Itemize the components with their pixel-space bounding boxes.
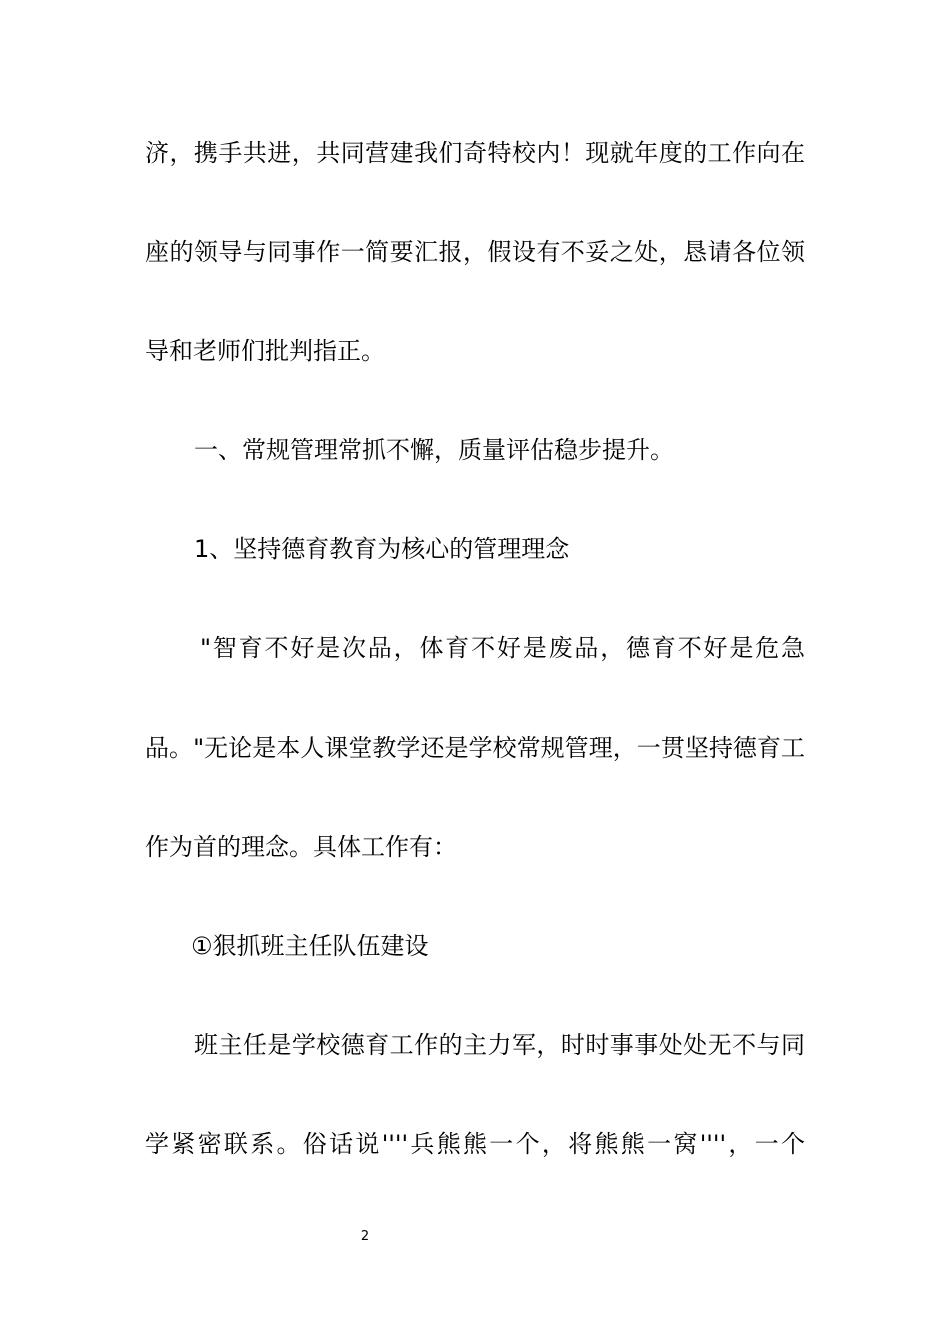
page-number: 2 xyxy=(360,1229,370,1244)
paragraph-line-5: 品。"无论是本人课堂教学还是学校常规管理，一贯坚持德育工 xyxy=(145,734,805,762)
paragraph-line-8: 学紧密联系。俗话说''''兵熊熊一个，将熊熊一窝''''，一个 xyxy=(145,1130,805,1158)
list-item-heading: ①狠抓班主任队伍建设 xyxy=(191,932,429,960)
paragraph-line-2: 座的领导与同事作一简要汇报，假设有不妥之处，恳请各位领 xyxy=(145,238,805,266)
section-heading: 一、常规管理常抓不懈，质量评估稳步提升。 xyxy=(194,436,674,464)
paragraph-line-4: "智育不好是次品，体育不好是废品，德育不好是危急 xyxy=(200,634,805,662)
paragraph-line-6: 作为首的理念。具体工作有： xyxy=(145,833,457,861)
subsection-heading: 1、坚持德育教育为核心的管理理念 xyxy=(194,535,570,563)
paragraph-line-3: 导和老师们批判指正。 xyxy=(145,337,385,365)
paragraph-line-7: 班主任是学校德育工作的主力军，时时事事处处无不与同 xyxy=(194,1031,805,1059)
paragraph-line-1: 济，携手共进，共同营建我们奇特校内！现就年度的工作向在 xyxy=(145,139,805,167)
